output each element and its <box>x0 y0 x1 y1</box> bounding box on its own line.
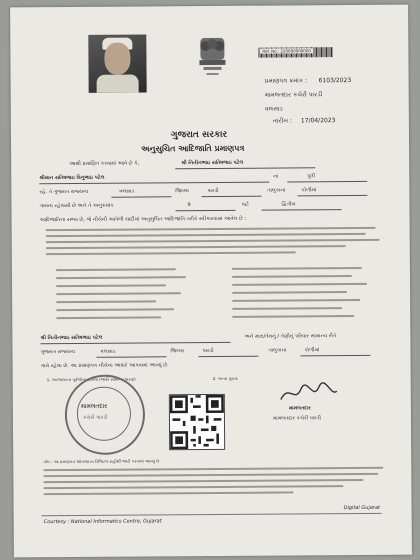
part-value: દ્વિતીય <box>281 201 296 208</box>
certificate-title: અનુસુચિત આદિજાતિ પ્રમાણપત્ર <box>141 143 245 154</box>
lower-taluka: પારડી <box>202 347 214 355</box>
seal-text-1: મામલતદાર <box>80 402 108 410</box>
footer-brand: Digital Gujarat <box>343 504 380 512</box>
serial-number: 9 <box>187 202 191 209</box>
lower-village: કોળીમાં <box>304 347 320 354</box>
certificate-page <box>10 5 412 558</box>
office-seal <box>65 374 146 455</box>
state-label: રહે. તે ગુજરાત રાજ્યના <box>39 188 89 196</box>
seal-text-2: કચેરી પારડી <box>82 414 108 421</box>
father-name: શ્રીમાન સતિષભાઇ વિનુભાઇ પટેલ <box>39 174 105 182</box>
district-value: વલસાડ <box>119 188 135 195</box>
certificate-number: 6103/2023 <box>318 77 352 85</box>
applicant-photo <box>88 34 146 92</box>
relation-value: પુત્રી <box>307 173 316 180</box>
government-title: ગુજરાત સરકાર <box>170 129 228 141</box>
tribe-list <box>10 5 408 8</box>
lower-district: વલસાડ <box>100 348 116 355</box>
taluka-label: જિલ્લા <box>175 188 189 195</box>
office-place: વલસાડ <box>264 105 283 113</box>
community-label: તાલુકાના <box>267 187 286 194</box>
relation-label: ના <box>273 173 279 180</box>
footer-courtesy: Courtesy : National Informatics Centre, Gujarat <box>43 518 162 526</box>
issue-date: 17/04/2023 <box>300 117 336 125</box>
office-name: મામલતદાર કચેરી પારડી <box>264 91 323 99</box>
basis-note-2: 2. અન્ય પુરાવા <box>212 375 238 381</box>
signatory-name: મામલતદાર <box>288 405 311 412</box>
signatory-office: મામલતદાર કચેરી પારડી <box>272 415 321 422</box>
certificate-number-label: પ્રમાણપત્ર ક્રમાંક : <box>264 77 308 85</box>
holder-name: શ્રી નિતીનભાઇ સતિષભાઇ પટેલ <box>40 334 103 342</box>
barcode-text: Ref. No.: 220000000000 <box>262 48 311 54</box>
village-label: ગામના રહેવાસી છે અને તે અનુક્રમાંક <box>39 202 114 210</box>
applicant-name: શ્રી નિતીનભાઇ સતિષભાઇ પટેલ <box>181 159 244 167</box>
footer-note: નોંધ : આ પ્રમાણપત્ર ઓનલાઇન ડિજિટલ સહીથી જારી કરવામાં આવ્યું છે. <box>43 458 161 465</box>
lower-village-label: તાલુકાના <box>268 347 287 354</box>
footer-fine-print <box>10 5 408 8</box>
basis-note-1: 1. અરજદારના પૂર્વજોના દાખલા (જાતિ સામાન્ય ધારણ) <box>46 376 136 383</box>
verification-qr-code <box>169 394 225 450</box>
issue-statement: ગામે રહેલા છે. આ પ્રમાણપત્ર નીચેના આધારે આપવામાં આવ્યું છે. <box>40 362 169 370</box>
lower-taluka-label: જિલ્લા <box>170 348 184 355</box>
family-text: અને મારા/તેમનું / તેણીનું પરિવાર સામાન્ય રીતે <box>244 333 337 340</box>
date-label: તારીખ : <box>272 117 293 125</box>
officer-signature <box>279 381 339 405</box>
state-emblem-icon <box>194 34 230 80</box>
taluka-value: પારડી <box>207 187 219 195</box>
lower-state: ગુજરાત રાજ્યના <box>40 348 75 356</box>
part-label: પાર્ટ <box>241 201 249 208</box>
community-value: કોળીમાં <box>301 187 317 194</box>
intro-text: આથી પ્રમાણિત કરવામાં આવે છે કે, <box>69 160 140 167</box>
tribe-statement: આદિજાતિના સભ્ય છે, જે નીચેની આપેલી યાદીમાં અનુસુચિત આદિજાતિ તરીકે સ્વીકારવામાં આવેલ છે : <box>39 215 247 224</box>
